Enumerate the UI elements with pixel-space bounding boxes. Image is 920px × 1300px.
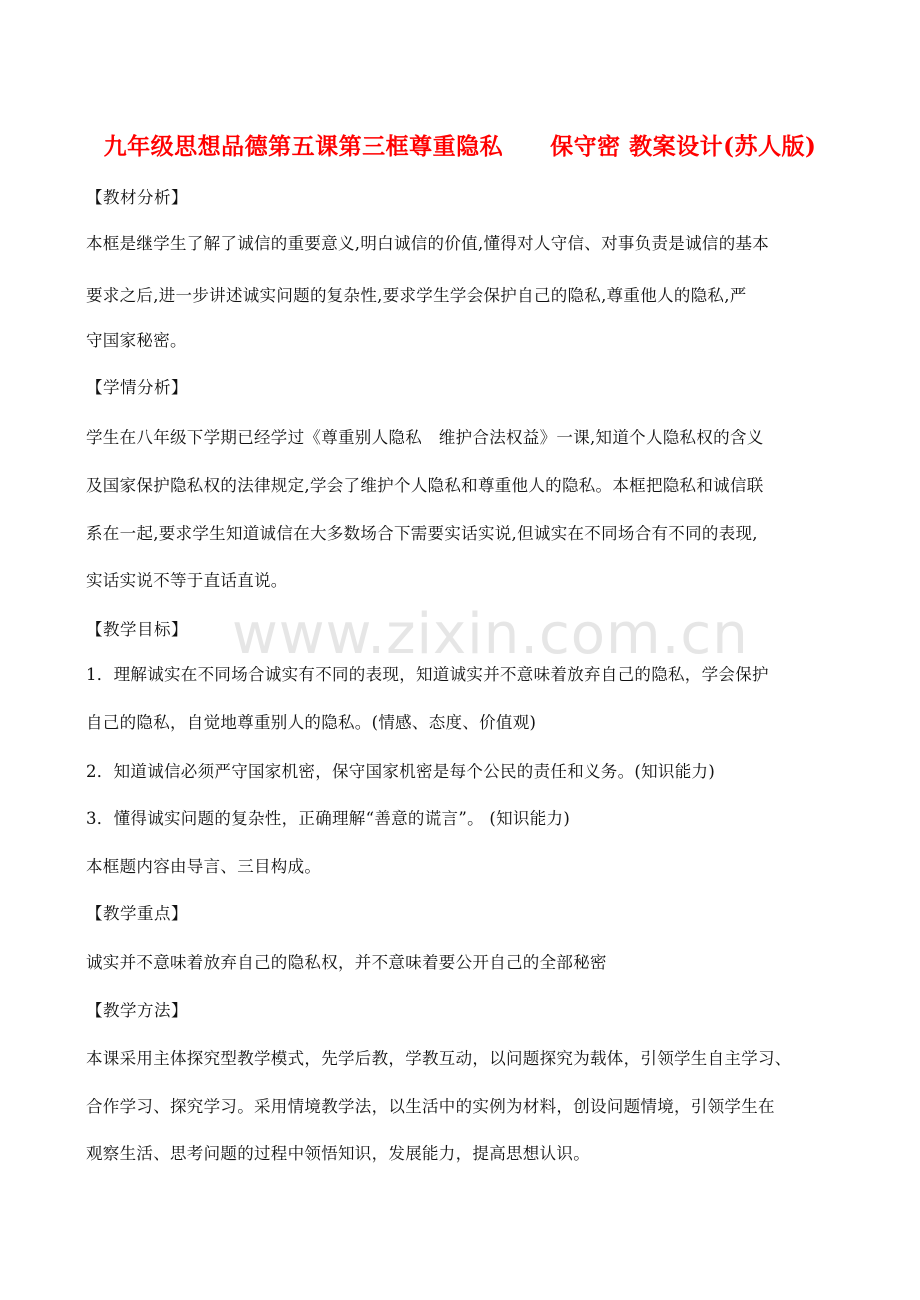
section-heading-teaching-goals: 【教学目标】 [86,620,188,639]
paragraph-line: 系在一起,要求学生知道诚信在大多数场合下需要实话实说,但诚实在不同场合有不同的表现, [86,524,758,543]
paragraph-line: 诚实并不意味着放弃自己的隐私权，并不意味着要公开自己的全部秘密 [86,953,607,972]
paragraph-line: 本课采用主体探究型教学模式，先学后教，学教互动，以问题探究为载体，引领学生自主学习、 [86,1049,792,1068]
paragraph-line: 合作学习、探究学习。采用情境教学法，以生活中的实例为材料，创设问题情境，引领学生在 [86,1097,775,1116]
document-title: 九年级思想品德第五课第三框尊重隐私 保守密 教案设计(苏人版) [103,133,817,160]
paragraph-line: 要求之后,进一步讲述诚实问题的复杂性,要求学生学会保护自己的隐私,尊重他人的隐私,严 [86,286,747,305]
paragraph-line: 本框题内容由导言、三目构成。 [86,857,322,876]
goal-line: 3．懂得诚实问题的复杂性，正确理解“善意的谎言”。 (知识能力) [86,809,571,828]
paragraph-line: 守国家秘密。 [86,331,187,350]
watermark: www.zixin.com.cn [232,602,749,667]
section-heading-teaching-methods: 【教学方法】 [86,1001,188,1020]
section-heading-teaching-focus: 【教学重点】 [86,904,188,923]
goal-line: 自己的隐私，自觉地尊重别人的隐私。(情感、态度、价值观) [86,713,537,732]
paragraph-line: 实话实说不等于直话直说。 [86,571,288,590]
paragraph-line: 本框是继学生了解了诚信的重要意义,明白诚信的价值,懂得对人守信、对事负责是诚信的基本 [86,234,770,253]
paragraph-line: 及国家保护隐私权的法律规定,学会了维护个人隐私和尊重他人的隐私。本框把隐私和诚信联 [86,476,764,495]
section-heading-textbook-analysis: 【教材分析】 [86,188,188,207]
paragraph-line: 观察生活、思考问题的过程中领悟知识，发展能力，提高思想认识。 [86,1144,590,1163]
paragraph-line: 学生在八年级下学期已经学过《尊重别人隐私 维护合法权益》一课,知道个人隐私权的含义 [86,428,764,447]
section-heading-learner-analysis: 【学情分析】 [86,378,188,397]
goal-line: 1．理解诚实在不同场合诚实有不同的表现，知道诚实并不意味着放弃自己的隐私，学会保护 [86,665,769,684]
goal-line: 2．知道诚信必须严守国家机密，保守国家机密是每个公民的责任和义务。(知识能力) [86,762,716,781]
